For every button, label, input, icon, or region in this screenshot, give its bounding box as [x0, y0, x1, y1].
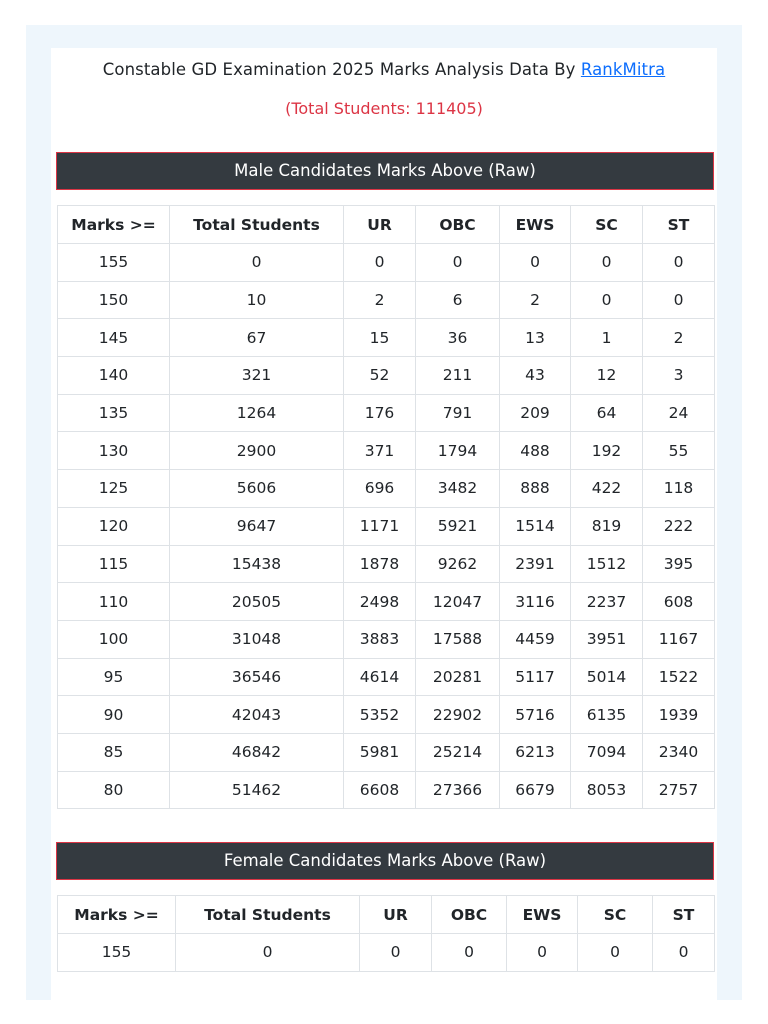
table-cell: 2900 [170, 432, 344, 470]
table-cell: 3116 [500, 583, 571, 621]
table-cell: 0 [578, 934, 653, 972]
male-section-header: Male Candidates Marks Above (Raw) [56, 152, 714, 190]
column-header: UR [344, 206, 416, 244]
table-cell: 0 [643, 244, 715, 282]
table-cell: 2 [643, 319, 715, 357]
table-cell: 0 [643, 281, 715, 319]
column-header: ST [653, 896, 715, 934]
table-cell: 15 [344, 319, 416, 357]
table-cell: 422 [571, 470, 643, 508]
column-header: OBC [432, 896, 507, 934]
table-cell: 90 [58, 696, 170, 734]
table-cell: 46842 [170, 733, 344, 771]
table-cell: 1167 [643, 620, 715, 658]
table-cell: 9262 [416, 545, 500, 583]
table-row [58, 357, 715, 395]
page-title-text: Constable GD Examination 2025 Marks Analysis Data By [102, 60, 581, 79]
table-cell: 52 [344, 357, 416, 395]
table-cell: 15438 [170, 545, 344, 583]
table-cell: 0 [432, 934, 507, 972]
table-cell: 150 [58, 281, 170, 319]
table-cell: 3883 [344, 620, 416, 658]
table-cell: 2340 [643, 733, 715, 771]
table-cell: 5921 [416, 507, 500, 545]
table-cell: 222 [643, 507, 715, 545]
table-cell: 1512 [571, 545, 643, 583]
table-cell: 135 [58, 394, 170, 432]
table-cell: 3 [643, 357, 715, 395]
column-header: EWS [507, 896, 578, 934]
table-row [58, 545, 715, 583]
table-cell: 791 [416, 394, 500, 432]
table-row [58, 281, 715, 319]
table-cell: 696 [344, 470, 416, 508]
table-cell: 0 [170, 244, 344, 282]
table-cell: 9647 [170, 507, 344, 545]
table-cell: 51462 [170, 771, 344, 809]
table-cell: 371 [344, 432, 416, 470]
table-cell: 20281 [416, 658, 500, 696]
table-cell: 130 [58, 432, 170, 470]
column-header: ST [643, 206, 715, 244]
male-table-body [58, 244, 715, 809]
table-cell: 67 [170, 319, 344, 357]
table-cell: 2 [344, 281, 416, 319]
table-cell: 17588 [416, 620, 500, 658]
table-cell: 0 [653, 934, 715, 972]
column-header: SC [571, 206, 643, 244]
column-header: Total Students [170, 206, 344, 244]
table-row [58, 507, 715, 545]
table-cell: 1171 [344, 507, 416, 545]
table-cell: 140 [58, 357, 170, 395]
table-cell: 0 [500, 244, 571, 282]
table-cell: 0 [507, 934, 578, 972]
column-header: Total Students [176, 896, 360, 934]
table-cell: 10 [170, 281, 344, 319]
column-header: SC [578, 896, 653, 934]
table-cell: 1522 [643, 658, 715, 696]
table-cell: 120 [58, 507, 170, 545]
column-header: UR [360, 896, 432, 934]
table-cell: 27366 [416, 771, 500, 809]
table-cell: 0 [571, 281, 643, 319]
table-cell: 145 [58, 319, 170, 357]
table-row [58, 319, 715, 357]
table-cell: 125 [58, 470, 170, 508]
female-table-header-row [58, 896, 715, 934]
rankmitra-link[interactable]: RankMitra [580, 60, 666, 79]
table-cell: 85 [58, 733, 170, 771]
column-header: Marks >= [58, 896, 176, 934]
table-row [58, 696, 715, 734]
table-cell: 12047 [416, 583, 500, 621]
table-cell: 6213 [500, 733, 571, 771]
table-cell: 118 [643, 470, 715, 508]
table-cell: 4459 [500, 620, 571, 658]
table-cell: 1939 [643, 696, 715, 734]
table-cell: 8053 [571, 771, 643, 809]
table-cell: 1264 [170, 394, 344, 432]
table-cell: 608 [643, 583, 715, 621]
table-row [58, 583, 715, 621]
table-cell: 43 [500, 357, 571, 395]
table-cell: 0 [176, 934, 360, 972]
table-cell: 211 [416, 357, 500, 395]
total-students-summary: (Total Students: 111405) [285, 99, 483, 118]
table-cell: 155 [58, 934, 176, 972]
table-cell: 13 [500, 319, 571, 357]
table-row [58, 771, 715, 809]
table-row [58, 934, 715, 972]
table-cell: 6135 [571, 696, 643, 734]
page-title [0, 60, 768, 79]
table-cell: 55 [643, 432, 715, 470]
table-cell: 321 [170, 357, 344, 395]
table-cell: 2 [500, 281, 571, 319]
column-header: Marks >= [58, 206, 170, 244]
table-cell: 36546 [170, 658, 344, 696]
female-section-header: Female Candidates Marks Above (Raw) [56, 842, 714, 880]
table-cell: 24 [643, 394, 715, 432]
table-cell: 819 [571, 507, 643, 545]
table-cell: 36 [416, 319, 500, 357]
table-cell: 192 [571, 432, 643, 470]
table-cell: 0 [360, 934, 432, 972]
table-cell: 20505 [170, 583, 344, 621]
table-cell: 7094 [571, 733, 643, 771]
table-cell: 25214 [416, 733, 500, 771]
table-cell: 5981 [344, 733, 416, 771]
table-cell: 6679 [500, 771, 571, 809]
table-cell: 95 [58, 658, 170, 696]
table-cell: 1514 [500, 507, 571, 545]
table-cell: 0 [571, 244, 643, 282]
table-cell: 22902 [416, 696, 500, 734]
table-cell: 80 [58, 771, 170, 809]
table-cell: 2498 [344, 583, 416, 621]
table-cell: 115 [58, 545, 170, 583]
table-row [58, 432, 715, 470]
table-cell: 209 [500, 394, 571, 432]
female-table-body [58, 934, 715, 972]
table-cell: 4614 [344, 658, 416, 696]
table-cell: 155 [58, 244, 170, 282]
table-cell: 5117 [500, 658, 571, 696]
table-cell: 1794 [416, 432, 500, 470]
table-cell: 5716 [500, 696, 571, 734]
table-cell: 395 [643, 545, 715, 583]
table-row [58, 733, 715, 771]
male-marks-table [57, 205, 715, 809]
table-cell: 100 [58, 620, 170, 658]
column-header: EWS [500, 206, 571, 244]
table-cell: 5352 [344, 696, 416, 734]
table-cell: 176 [344, 394, 416, 432]
female-marks-table [57, 895, 715, 972]
table-row [58, 244, 715, 282]
table-cell: 3951 [571, 620, 643, 658]
male-table-header-row [58, 206, 715, 244]
table-cell: 12 [571, 357, 643, 395]
table-cell: 5606 [170, 470, 344, 508]
table-cell: 2391 [500, 545, 571, 583]
table-cell: 5014 [571, 658, 643, 696]
table-cell: 488 [500, 432, 571, 470]
table-cell: 42043 [170, 696, 344, 734]
table-cell: 1 [571, 319, 643, 357]
table-row [58, 658, 715, 696]
table-cell: 3482 [416, 470, 500, 508]
table-cell: 2237 [571, 583, 643, 621]
table-cell: 888 [500, 470, 571, 508]
table-cell: 110 [58, 583, 170, 621]
table-row [58, 394, 715, 432]
table-cell: 0 [344, 244, 416, 282]
table-cell: 1878 [344, 545, 416, 583]
table-row [58, 470, 715, 508]
table-row [58, 620, 715, 658]
table-cell: 0 [416, 244, 500, 282]
table-cell: 6608 [344, 771, 416, 809]
table-cell: 6 [416, 281, 500, 319]
table-cell: 31048 [170, 620, 344, 658]
column-header: OBC [416, 206, 500, 244]
table-cell: 64 [571, 394, 643, 432]
table-cell: 2757 [643, 771, 715, 809]
